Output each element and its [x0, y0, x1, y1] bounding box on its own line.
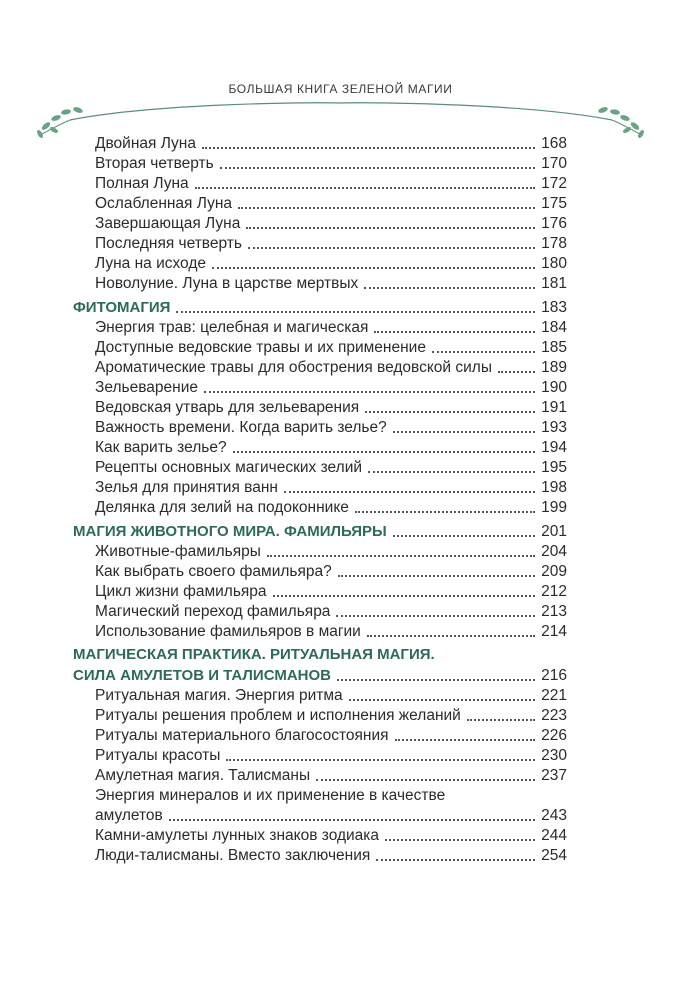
toc-entry[interactable]: Люди-талисманы. Вместо заключения 254: [95, 847, 567, 864]
toc-section-practice[interactable]: СИЛА АМУЛЕТОВ И ТАЛИСМАНОВ 216: [73, 667, 567, 684]
toc-entry[interactable]: Ритуалы решения проблем и исполнения желаний 223: [95, 707, 567, 724]
toc-entry[interactable]: Двойная Луна 168: [95, 135, 567, 152]
running-header: БОЛЬШАЯ КНИГА ЗЕЛЕНОЙ МАГИИ: [228, 82, 453, 96]
toc-entry[interactable]: Ведовская утварь для зельеварения 191: [95, 399, 567, 416]
toc-entry[interactable]: Энергия трав: целебная и магическая 184: [95, 319, 567, 336]
toc-entry[interactable]: Ритуалы красоты 230: [95, 747, 567, 764]
table-of-contents: [73, 133, 567, 865]
toc-entry[interactable]: Ароматические травы для обострения ведовской силы 189: [95, 359, 567, 376]
toc-entry[interactable]: Зельеварение 190: [95, 379, 567, 396]
toc-section-phytomagic[interactable]: ФИТОМАГИЯ 183: [73, 299, 567, 316]
toc-entry[interactable]: Полная Луна 172: [95, 175, 567, 192]
toc-entry[interactable]: Ослабленная Луна 175: [95, 195, 567, 212]
toc-entry[interactable]: Новолуние. Луна в царстве мертвых 181: [95, 275, 567, 292]
toc-section-animal-magic[interactable]: МАГИЯ ЖИВОТНОГО МИРА. ФАМИЛЬЯРЫ 201: [73, 523, 567, 540]
toc-entry[interactable]: Делянка для зелий на подоконнике 199: [95, 499, 567, 516]
toc-entry[interactable]: Ритуалы материального благосостояния 226: [95, 727, 567, 744]
toc-entry[interactable]: Вторая четверть 170: [95, 155, 567, 172]
toc-entry[interactable]: Как варить зелье? 194: [95, 439, 567, 456]
toc-entry[interactable]: Зелья для принятия ванн 198: [95, 479, 567, 496]
toc-entry-minerals-line1[interactable]: Энергия минералов и их применение в качестве: [95, 787, 446, 804]
toc-section-practice-line1[interactable]: МАГИЧЕСКАЯ ПРАКТИКА. РИТУАЛЬНАЯ МАГИЯ.: [73, 646, 435, 663]
toc-entry[interactable]: Животные-фамильяры 204: [95, 543, 567, 560]
toc-entry[interactable]: Доступные ведовские травы и их применение 185: [95, 339, 567, 356]
toc-entry[interactable]: Амулетная магия. Талисманы 237: [95, 767, 567, 784]
toc-entry[interactable]: Магический переход фамильяра 213: [95, 603, 567, 620]
toc-entry[interactable]: Последняя четверть 178: [95, 235, 567, 252]
toc-entry[interactable]: Завершающая Луна 176: [95, 215, 567, 232]
toc-entry[interactable]: Цикл жизни фамильяра 212: [95, 583, 567, 600]
toc-entry[interactable]: Камни-амулеты лунных знаков зодиака 244: [95, 827, 567, 844]
toc-entry-minerals[interactable]: амулетов 243: [95, 807, 567, 824]
toc-entry[interactable]: Как выбрать своего фамильяра? 209: [95, 563, 567, 580]
toc-entry[interactable]: Использование фамильяров в магии 214: [95, 623, 567, 640]
toc-entry[interactable]: Рецепты основных магических зелий 195: [95, 459, 567, 476]
toc-entry[interactable]: Важность времени. Когда варить зелье? 193: [95, 419, 567, 436]
toc-entry[interactable]: Луна на исходе 180: [95, 255, 567, 272]
toc-entry[interactable]: Ритуальная магия. Энергия ритма 221: [95, 687, 567, 704]
